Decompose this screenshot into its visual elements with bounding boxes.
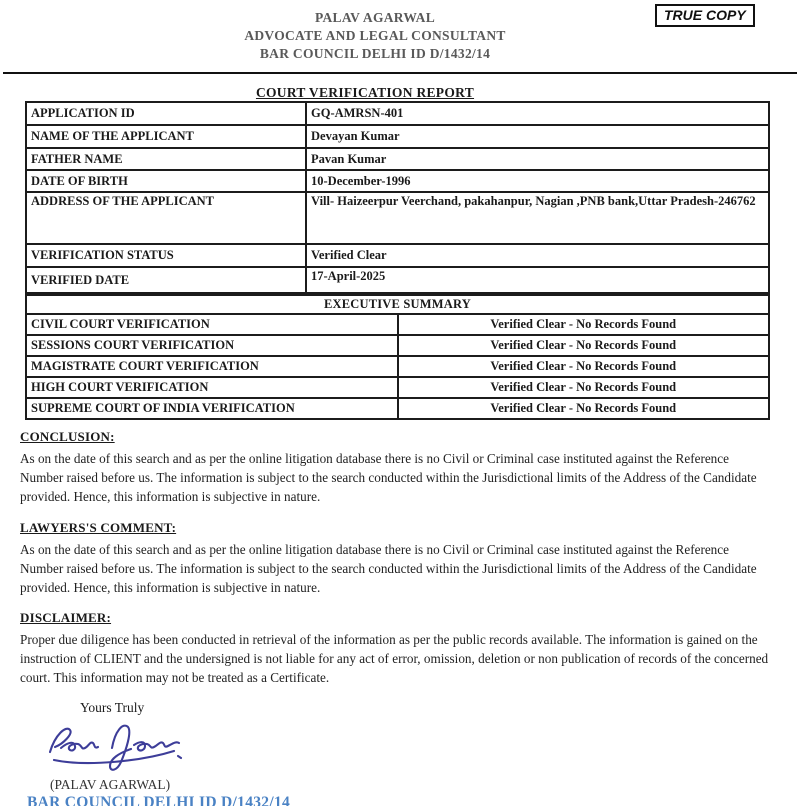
conclusion-section: [20, 429, 772, 506]
row-label: VERIFIED DATE: [26, 267, 306, 293]
table-row: [26, 377, 769, 398]
conclusion-heading: CONCLUSION:: [20, 429, 115, 444]
row-label: ADDRESS OF THE APPLICANT: [26, 192, 306, 244]
row-label: NAME OF THE APPLICANT: [26, 125, 306, 148]
signer-name: (PALAV AGARWAL): [50, 777, 171, 792]
row-value: Verified Clear - No Records Found: [398, 335, 770, 356]
disclaimer-section: [20, 610, 772, 687]
header-divider: [3, 72, 797, 74]
advocate-bar-id: BAR COUNCIL DELHI ID D/1432/14: [259, 46, 491, 61]
row-value: Verified Clear - No Records Found: [398, 398, 770, 419]
row-label: SESSIONS COURT VERIFICATION: [26, 335, 398, 356]
table-row: [26, 148, 769, 170]
row-value: Pavan Kumar: [306, 148, 769, 170]
row-label: DATE OF BIRTH: [26, 170, 306, 192]
lawyers-comment-section: [20, 520, 772, 597]
row-value: 17-April-2025: [306, 267, 769, 293]
disclaimer-heading: DISCLAIMER:: [20, 610, 112, 625]
signer-bar-id: BAR COUNCIL DELHI ID D/1432/14: [27, 794, 291, 806]
table-row: [26, 267, 769, 293]
advocate-name: PALAV AGARWAL: [314, 10, 436, 25]
row-value: GQ-AMRSN-401: [306, 102, 769, 125]
table-row: [26, 356, 769, 377]
table-row: [26, 398, 769, 419]
executive-summary-title: EXECUTIVE SUMMARY: [26, 295, 769, 314]
row-label: SUPREME COURT OF INDIA VERIFICATION: [26, 398, 398, 419]
row-value: Vill- Haizeerpur Veerchand, pakahanpur, Nagian ,PNB bank,Uttar Pradesh-246762: [306, 192, 769, 244]
row-value: Verified Clear: [306, 244, 769, 267]
letterhead: [0, 0, 750, 63]
row-value: Verified Clear - No Records Found: [398, 377, 770, 398]
table-row: [26, 170, 769, 192]
row-value: Devayan Kumar: [306, 125, 769, 148]
advocate-role: ADVOCATE AND LEGAL CONSULTANT: [244, 28, 506, 43]
page-title: COURT VERIFICATION REPORT: [255, 85, 475, 100]
handwritten-signature: [42, 718, 202, 774]
row-value: Verified Clear - No Records Found: [398, 314, 770, 335]
lawyers-comment-body: As on the date of this search and as per the online litigation database there is no Civil or Criminal case instituted against the Reference Number raised before us. The information is subject to the search conducted within the Jurisdictional limits of the Address of the Candidate provided. Hence, this information is subjective in nature.: [20, 542, 757, 595]
row-value: Verified Clear - No Records Found: [398, 356, 770, 377]
table-row: [26, 125, 769, 148]
row-label: FATHER NAME: [26, 148, 306, 170]
table-header-row: [26, 295, 769, 314]
applicant-details-table: [25, 101, 770, 294]
row-label: APPLICATION ID: [26, 102, 306, 125]
row-label: VERIFICATION STATUS: [26, 244, 306, 267]
conclusion-body: As on the date of this search and as per the online litigation database there is no Civil or Criminal case instituted against the Reference Number raised before us. The information is subject to the search conducted within the Jurisdictional limits of the Address of the Candidate provided. Hence, this information is subjective in nature.: [20, 451, 757, 504]
row-label: MAGISTRATE COURT VERIFICATION: [26, 356, 398, 377]
table-row: [26, 244, 769, 267]
row-label: HIGH COURT VERIFICATION: [26, 377, 398, 398]
table-row: [26, 335, 769, 356]
closing-text: Yours Truly: [80, 700, 145, 715]
disclaimer-body: Proper due diligence has been conducted in retrieval of the information as per the public records available. The information is gained on the instruction of CLIENT and the undersigned is not liable for any act of error, omission, deletion or non publication of records of the concerned court. This information may not be treated as a Certificate.: [20, 632, 769, 685]
table-row: [26, 102, 769, 125]
table-row: [26, 314, 769, 335]
true-copy-badge: TRUE COPY: [655, 4, 755, 27]
row-value: 10-December-1996: [306, 170, 769, 192]
table-row: [26, 192, 769, 244]
lawyers-comment-heading: LAWYERS'S COMMENT:: [20, 520, 177, 535]
row-label: CIVIL COURT VERIFICATION: [26, 314, 398, 335]
executive-summary-table: [25, 294, 770, 420]
